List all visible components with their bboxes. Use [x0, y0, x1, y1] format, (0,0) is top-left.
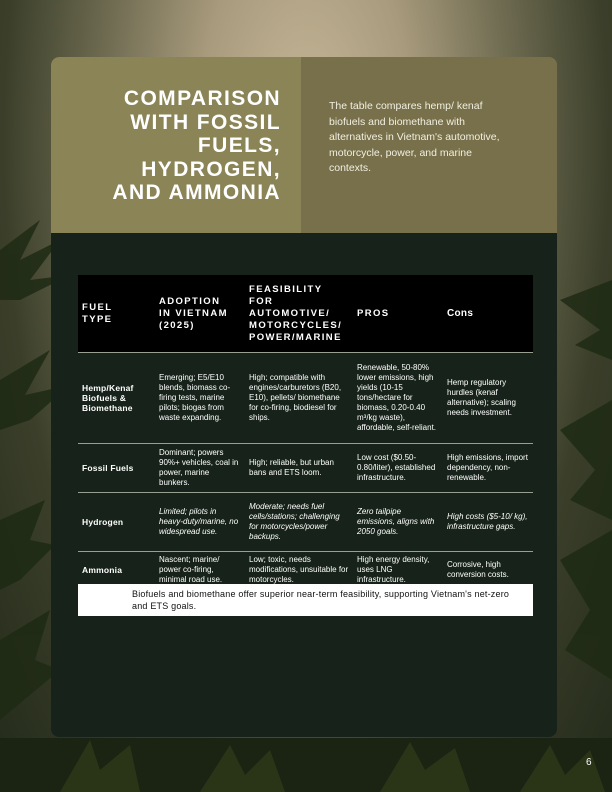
- header-fuel-type: FUEL TYPE: [78, 275, 155, 353]
- cell-cons: High emissions, import dependency, non-renewable.: [443, 444, 533, 493]
- table-row: [78, 493, 533, 552]
- content-panel: [51, 57, 557, 737]
- comparison-table: [78, 275, 533, 588]
- cell-feasibility: Low; toxic, needs modifications, unsuitable for motorcycles.: [245, 552, 353, 589]
- cell-pros: Zero tailpipe emissions, aligns with 2050 goals.: [353, 493, 443, 552]
- cell-feasibility: Moderate; needs fuel cells/stations; challenging for motorcycles/power backups.: [245, 493, 353, 552]
- table-row: [78, 353, 533, 444]
- cell-cons: Corrosive, high conversion costs.: [443, 552, 533, 589]
- cell-adoption: Dominant; powers 90%+ vehicles, coal in power, marine bunkers.: [155, 444, 245, 493]
- cell-adoption: Emerging; E5/E10 blends, biomass co-firing tests, marine pilots; biogas from waste expanding.: [155, 353, 245, 444]
- table-row: [78, 552, 533, 589]
- cell-adoption: Nascent; marine/ power co-firing, minimal road use.: [155, 552, 245, 589]
- table-row: [78, 444, 533, 493]
- page-title: COMPARISON WITH FOSSIL FUELS, HYDROGEN, AND AMMONIA: [112, 87, 281, 204]
- cell-fuel: Hemp/Kenaf Biofuels & Biomethane: [78, 353, 155, 444]
- page-number: 6: [586, 757, 592, 768]
- table-header-row: [78, 275, 533, 353]
- cell-pros: High energy density, uses LNG infrastructure.: [353, 552, 443, 589]
- table-summary-note: Biofuels and biomethane offer superior near-term feasibility, supporting Vietnam's net-zero and ETS goals.: [78, 584, 533, 616]
- cell-fuel: Hydrogen: [78, 493, 155, 552]
- cell-adoption: Limited; pilots in heavy-duty/marine, no widespread use.: [155, 493, 245, 552]
- header-cons: Cons: [443, 275, 533, 353]
- header-adoption: ADOPTION IN VIETNAM (2025): [155, 275, 245, 353]
- cell-pros: Renewable, 50-80% lower emissions, high yields (10-15 tons/hectare for biomass, 0.20-0.40 m³/kg waste), affordable, self-reliant.: [353, 353, 443, 444]
- cell-cons: High costs ($5-10/ kg), infrastructure gaps.: [443, 493, 533, 552]
- header-pros: PROS: [353, 275, 443, 353]
- cell-fuel: Fossil Fuels: [78, 444, 155, 493]
- cell-fuel: Ammonia: [78, 552, 155, 589]
- cell-pros: Low cost ($0.50-0.80/liter), established infrastructure.: [353, 444, 443, 493]
- header-feasibility: FEASIBILITY FOR AUTOMOTIVE/ MOTORCYCLES/ POWER/MARINE: [245, 275, 353, 353]
- cell-feasibility: High; compatible with engines/carburetors (B20, E10), pellets/ biomethane for co-firing, biodiesel for ships.: [245, 353, 353, 444]
- intro-text: The table compares hemp/ kenaf biofuels and biomethane with alternatives in Vietnam's automotive, motorcycle, power, and marine contexts.: [329, 100, 500, 174]
- cell-feasibility: High; reliable, but urban bans and ETS loom.: [245, 444, 353, 493]
- cell-cons: Hemp regulatory hurdles (kenaf alternative); scaling needs investment.: [443, 353, 533, 444]
